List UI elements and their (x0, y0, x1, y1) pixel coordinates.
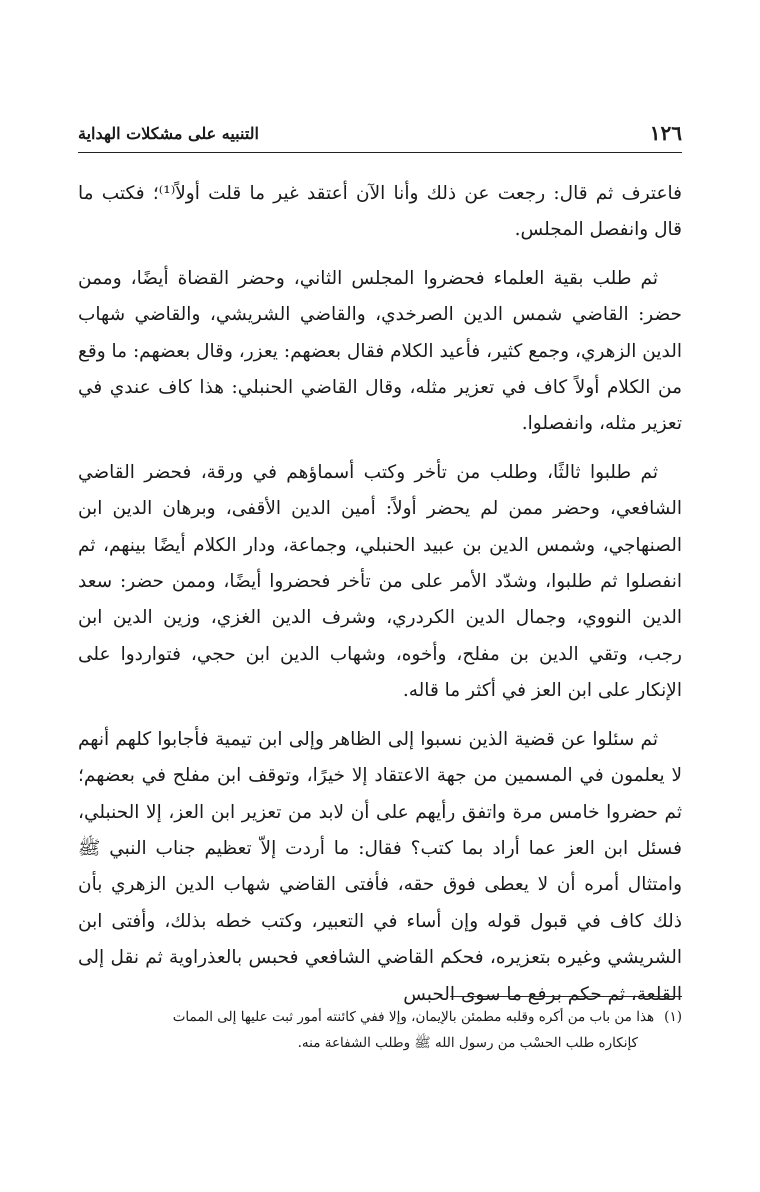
footnote-1 (78, 1004, 682, 1056)
footnote-text-line2: كإنكاره طلب الحسْب من رسول الله ﷺ وطلب الشفاعة منه. (297, 1035, 638, 1051)
header-rule (78, 152, 682, 153)
footnote-marker: (١) (664, 1009, 682, 1025)
footnote-text-line1: هذا من باب من أكره وقلبه مطمئن بالإيمان، وإلا ففي كائنته أمور ثبت عليها إلى الممات (172, 1009, 655, 1025)
paragraph-1: فاعترف ثم قال: رجعت عن ذلك وأنا الآن أعتقد غير ما قلت أولاً⁽¹⁾؛ فكتب ما قال وانفصل المجلس. (78, 183, 682, 241)
page-number: ١٢٦ (649, 121, 682, 145)
running-title: التنبيه على مشكلات الهداية (78, 123, 259, 143)
page-header (78, 118, 682, 148)
paragraph-3: ثم طلبوا ثالثًا، وطلب من تأخر وكتب أسماؤهم في ورقة، فحضر القاضي الشافعي، وحضر ممن لم يحضر أولاً: أمين الدين الأقفى، وبرهان الدين ابن الصنهاجي، وشمس الدين بن عبيد الحنبلي، وجماعة، ودار الكلام أيضًا بينهم، ثم انفصلوا ثم طلبوا، وشدّد الأمر على من تأخر فحضروا أيضًا، وممن حضر: سعد الدين النووي، وجمال الدين الكردري، وشرف الدين الغزي، وزين الدين ابن رجب، وتقي الدين بن مفلح، وأخوه، وشهاب الدين ابن حجي، فتواردوا على الإنكار على ابن العز في أكثر ما قاله. (78, 461, 682, 702)
paragraph-2: ثم طلب بقية العلماء فحضروا المجلس الثاني، وحضر القضاة أيضًا، وممن حضر: القاضي شمس الدين الصرخدي، والقاضي الشريشي، والقاضي شهاب الدين الزهري، وجمع كثير، فأعيد الكلام فقال بعضهم: يعزر، وقال بعضهم: ما وقع من الكلام أولاً كاف في تعزير مثله، وقال القاضي الحنبلي: هذا كاف عندي في تعزير مثله، وانفصلوا. (78, 267, 682, 435)
main-text (78, 176, 682, 1013)
footnotes (78, 1004, 682, 1056)
paragraph-4: ثم سئلوا عن قضية الذين نسبوا إلى الظاهر وإلى ابن تيمية فأجابوا كلهم أنهم لا يعلمون في المسمين من جهة الاعتقاد إلا خيرًا، وتوقف ابن مفلح في بعضهم؛ ثم حضروا خامس مرة واتفق رأيهم على أن لابد من تعزير ابن العز، إلا الحنبلي، فسئل ابن العز عما أراد بما كتب؟ فقال: ما أردت إلاّ تعظيم جناب النبي ﷺ وامتثال أمره أن لا يعطى فوق حقه، فأفتى القاضي شهاب الدين الزهري بأن ذلك كاف في قبول قوله وإن أساء في التعبير، وكتب خطه بذلك، وأفتى ابن الشريشي وغيره بتعزيره، فحكم القاضي الشافعي فحبس بالعذراوية ثم نقل إلى القلعة، ثم حكم برفع ما سوى الحبس (78, 728, 682, 1005)
footnote-separator (450, 996, 682, 997)
